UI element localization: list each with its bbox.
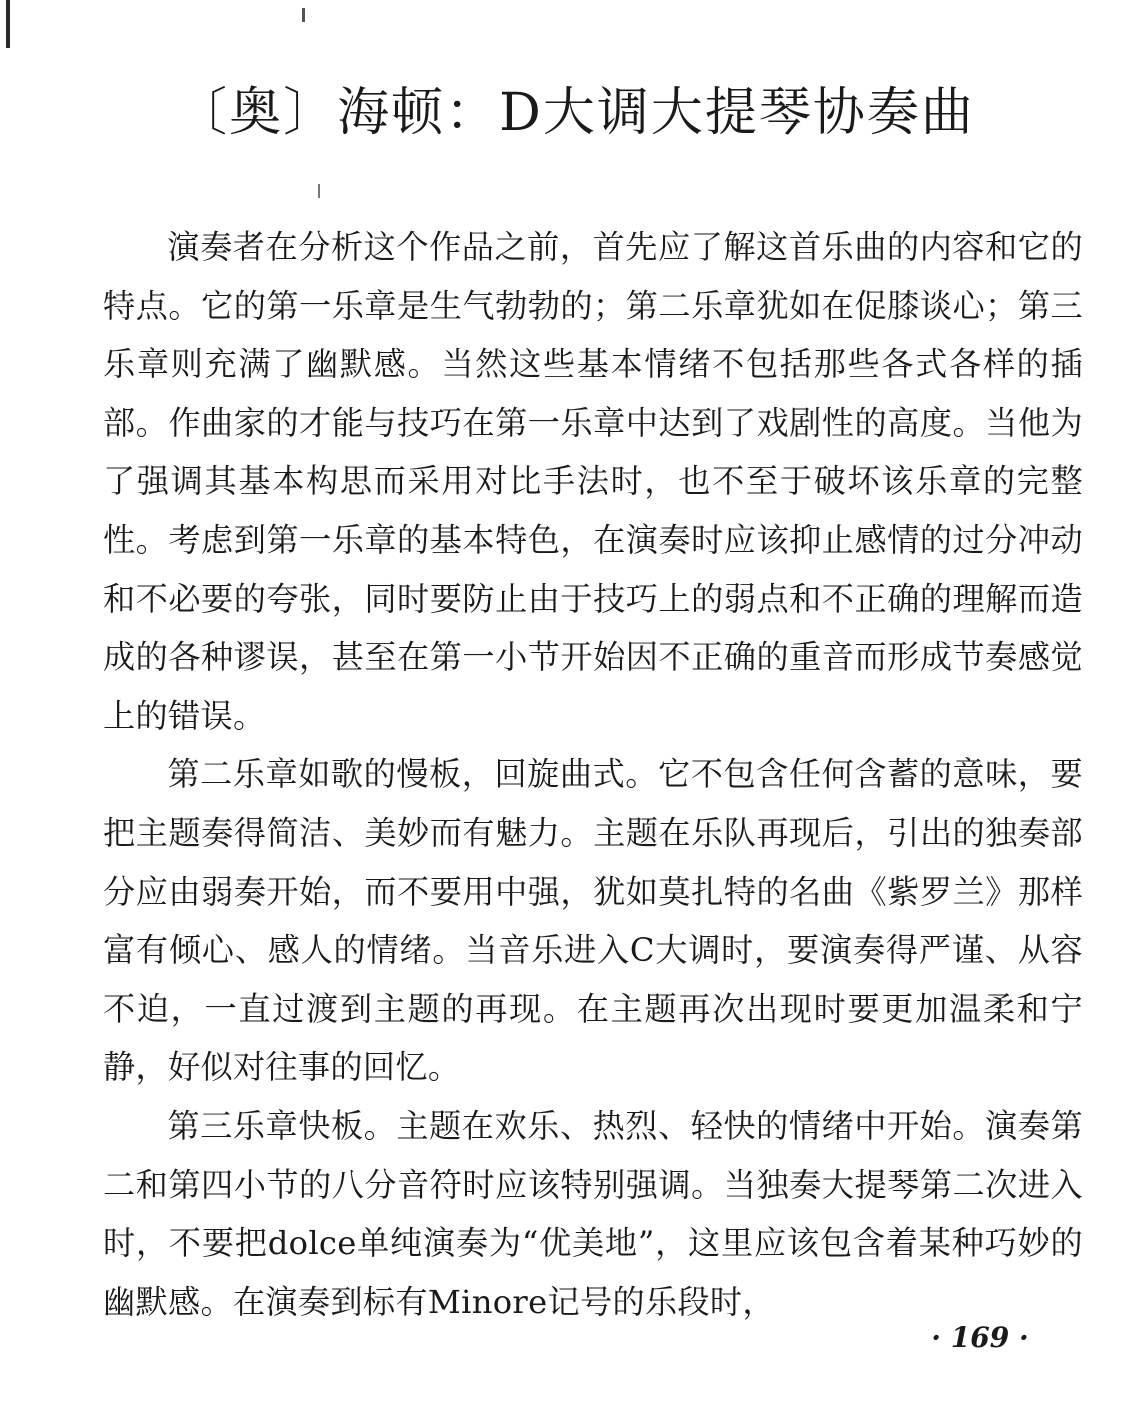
paragraph-first-movement: 演奏者在分析这个作品之前，首先应了解这首乐曲的内容和它的特点。它的第一乐章是生气勃勃的；第二乐章犹如在促膝谈心；第三乐章则充满了幽默感。当然这些基本情绪不包括那些各式各样的插部。作曲家的才能与技巧在第一乐章中达到了戏剧性的高度。当他为了强调其基本构思而采用对比手法时，也不至于破坏该乐章的完整性。考虑到第一乐章的基本特色，在演奏时应该抑止感情的过分冲动和不必要的夸张，同时要防止由于技巧上的弱点和不正确的理解而造成的各种谬误，甚至在第一小节开始因不正确的重音而形成节奏感觉上的错误。 — [103, 228, 1083, 735]
paragraph-third-movement: 第三乐章快板。主题在欢乐、热烈、轻快的情绪中开始。演奏第二和第四小节的八分音符时应该特别强调。当独奏大提琴第二次进入时，不要把dolce单纯演奏为“优美地”，这里应该包含着某种巧妙的幽默感。在演奏到标有Minore记号的乐段时， — [103, 1106, 1083, 1321]
scan-speck — [302, 8, 305, 22]
paragraph-second-movement: 第二乐章如歌的慢板，回旋曲式。它不包含任何含蓄的意味，要把主题奏得简洁、美妙而有魅力。主题在乐队再现后，引出的独奏部分应由弱奏开始，而不要用中强，犹如莫扎特的名曲《紫罗兰》那样富有倾心、感人的情绪。当音乐进入C大调时，要演奏得严谨、从容不迫，一直过渡到主题的再现。在主题再次出现时要更加温柔和宁静，好似对往事的回忆。 — [103, 755, 1083, 1087]
scan-speck — [318, 184, 320, 198]
page-title: 〔奥〕海顿：D大调大提琴协奏曲 — [175, 83, 975, 143]
scan-edge-mark — [6, 0, 10, 48]
body-text — [103, 218, 1083, 1331]
page-number: · 169 · — [931, 1321, 1029, 1354]
